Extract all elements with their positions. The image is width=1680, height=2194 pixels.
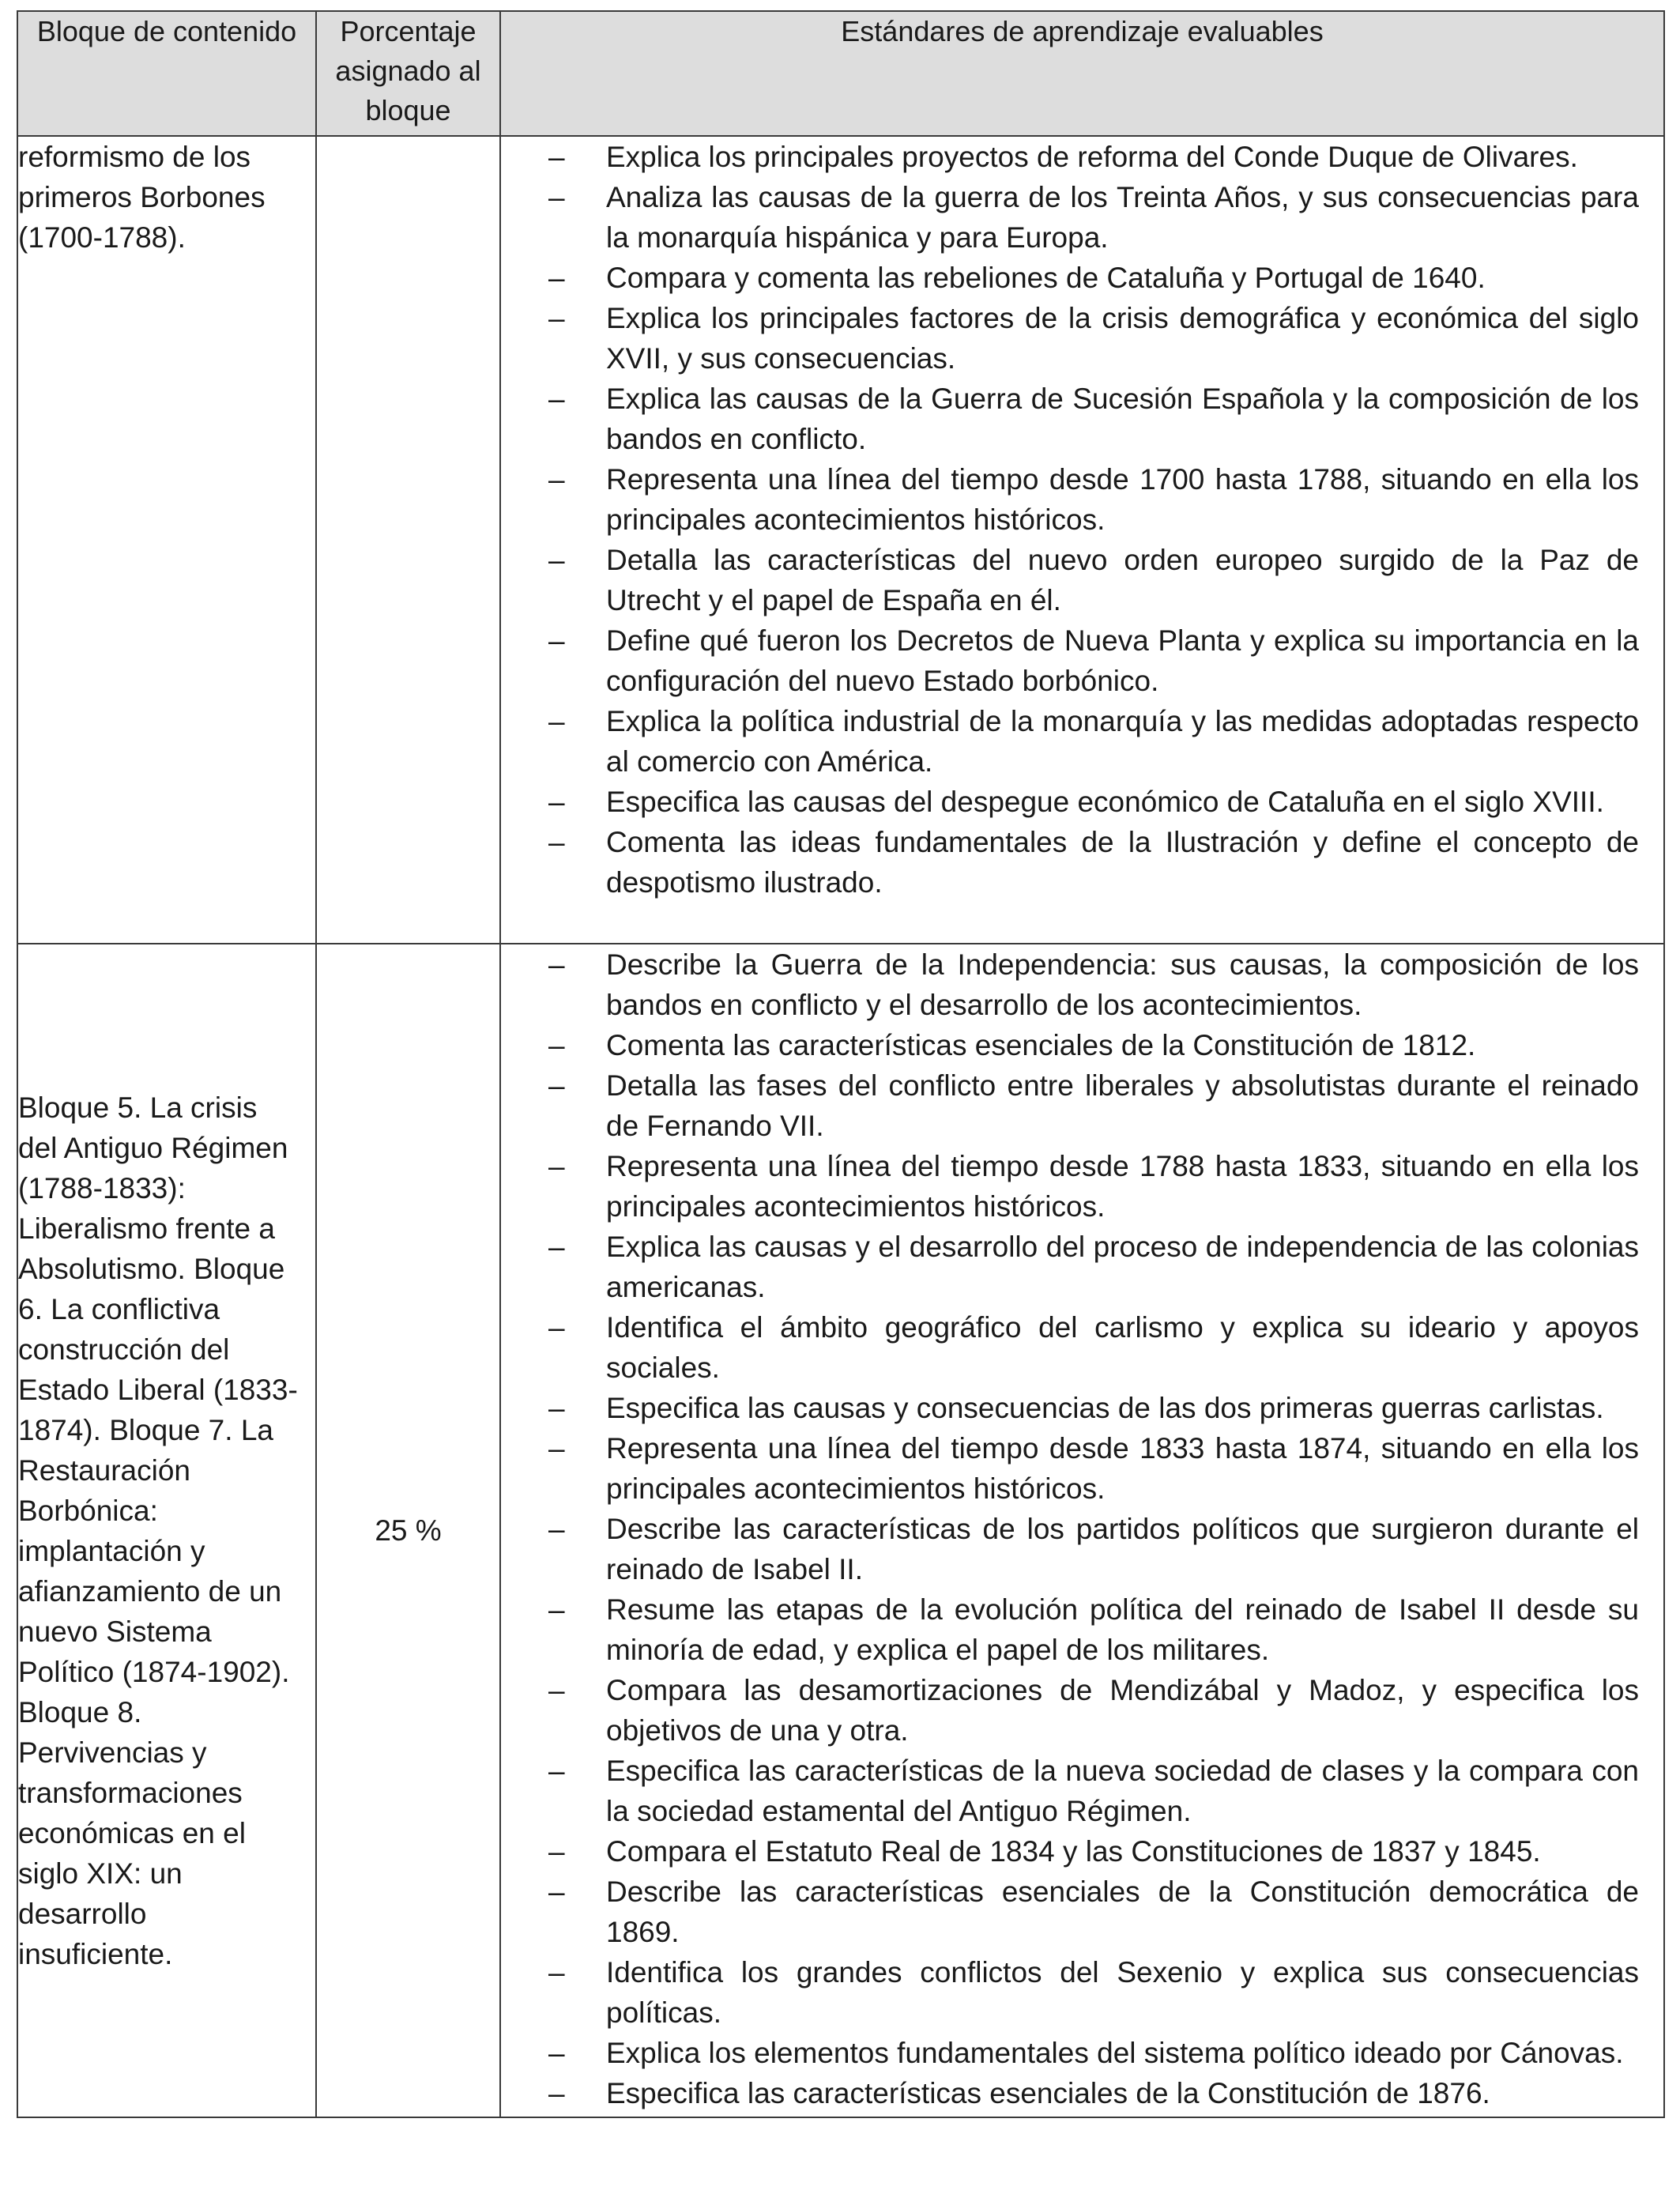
standard-text: Explica la política industrial de la monarquía y las medidas adoptadas respecto al comercio con América. xyxy=(606,705,1639,778)
block-cell xyxy=(17,136,316,944)
standard-item xyxy=(501,379,1639,459)
header-block xyxy=(17,11,316,136)
dash-bullet-icon: – xyxy=(548,705,565,737)
dash-bullet-icon: – xyxy=(548,948,565,981)
standard-item xyxy=(501,701,1639,782)
dash-bullet-icon: – xyxy=(548,1231,565,1263)
percentage-text: 25 % xyxy=(375,1514,442,1547)
standard-item xyxy=(501,1388,1639,1428)
standard-item xyxy=(501,1509,1639,1589)
standard-item xyxy=(501,1589,1639,1670)
standards-table xyxy=(17,10,1665,2118)
standard-item xyxy=(501,540,1639,620)
standard-text: Describe las características de los partidos políticos que surgieron durante el reinado de Isabel II. xyxy=(606,1513,1639,1585)
standard-text: Define qué fueron los Decretos de Nueva Planta y explica su importancia en la configuración del nuevo Estado borbónico. xyxy=(606,624,1639,697)
standard-item xyxy=(501,944,1639,1025)
standard-text: Compara las desamortizaciones de Mendizábal y Madoz, y especifica los objetivos de una y otra. xyxy=(606,1674,1639,1747)
dash-bullet-icon: – xyxy=(548,1755,565,1787)
dash-bullet-icon: – xyxy=(548,2037,565,2069)
dash-bullet-icon: – xyxy=(548,2077,565,2109)
table-row xyxy=(17,944,1664,2117)
standard-item xyxy=(501,1146,1639,1227)
dash-bullet-icon: – xyxy=(548,1674,565,1706)
standard-text: Explica los principales factores de la crisis demográfica y económica del siglo XVII, y sus consecuencias. xyxy=(606,302,1639,375)
standards-list xyxy=(501,944,1663,2117)
dash-bullet-icon: – xyxy=(548,262,565,294)
dash-bullet-icon: – xyxy=(548,463,565,496)
dash-bullet-icon: – xyxy=(548,826,565,858)
dash-bullet-icon: – xyxy=(548,1311,565,1344)
standard-text: Describe la Guerra de la Independencia: sus causas, la composición de los bandos en conflicto y el desarrollo de los acontecimientos. xyxy=(606,948,1639,1021)
dash-bullet-icon: – xyxy=(548,1432,565,1465)
standard-text: Representa una línea del tiempo desde 1833 hasta 1874, situando en ella los principales acontecimientos históricos. xyxy=(606,1432,1639,1505)
standard-item xyxy=(501,620,1639,701)
standard-text: Explica las causas y el desarrollo del proceso de independencia de las colonias americanas. xyxy=(606,1231,1639,1303)
percentage-cell xyxy=(316,136,500,944)
standard-item xyxy=(501,2033,1639,2073)
standard-item xyxy=(501,1952,1639,2033)
standard-text: Especifica las características esenciales de la Constitución de 1876. xyxy=(606,2077,1490,2109)
standard-text: Analiza las causas de la guerra de los Treinta Años, y sus consecuencias para la monarquía hispánica y para Europa. xyxy=(606,181,1639,254)
dash-bullet-icon: – xyxy=(548,1835,565,1868)
dash-bullet-icon: – xyxy=(548,1956,565,1989)
standard-text: Comenta las características esenciales de la Constitución de 1812. xyxy=(606,1029,1476,1061)
block-text: reformismo de los primeros Borbones (1700-1788). xyxy=(18,141,266,254)
standard-text: Especifica las características de la nueva sociedad de clases y la compara con la sociedad estamental del Antiguo Régimen. xyxy=(606,1755,1639,1827)
table-row xyxy=(17,136,1664,944)
dash-bullet-icon: – xyxy=(548,1029,565,1061)
header-percentage-label: Porcentaje asignado al bloque xyxy=(335,15,481,126)
standard-text: Representa una línea del tiempo desde 1788 hasta 1833, situando en ella los principales acontecimientos históricos. xyxy=(606,1150,1639,1223)
standard-item xyxy=(501,177,1639,258)
standard-text: Detalla las fases del conflicto entre liberales y absolutistas durante el reinado de Fernando VII. xyxy=(606,1069,1639,1142)
standard-text: Identifica los grandes conflictos del Sexenio y explica sus consecuencias políticas. xyxy=(606,1956,1639,2029)
standard-text: Explica los elementos fundamentales del sistema político ideado por Cánovas. xyxy=(606,2037,1624,2069)
standard-text: Representa una línea del tiempo desde 1700 hasta 1788, situando en ella los principales acontecimientos históricos. xyxy=(606,463,1639,536)
standard-item xyxy=(501,1025,1639,1065)
dash-bullet-icon: – xyxy=(548,302,565,334)
standard-text: Comenta las ideas fundamentales de la Ilustración y define el concepto de despotismo ilustrado. xyxy=(606,826,1639,899)
standard-text: Compara el Estatuto Real de 1834 y las Constituciones de 1837 y 1845. xyxy=(606,1835,1541,1868)
standard-item xyxy=(501,1307,1639,1388)
block-text: Bloque 5. La crisis del Antiguo Régimen (1788-1833): Liberalismo frente a Absolutismo. Bloque 6. La conflictiva construcción del Estado Liberal (1833-1874). Bloque 7. La Restauración Borbónica: implantación y afianzamiento de un nuevo Sistema Político (1874-1902). Bloque 8. Pervivencias y transformaciones económicas en el siglo XIX: un desarrollo insuficiente. xyxy=(18,1091,298,1970)
dash-bullet-icon: – xyxy=(548,624,565,657)
header-standards-label: Estándares de aprendizaje evaluables xyxy=(841,15,1324,47)
standard-text: Describe las características esenciales de la Constitución democrática de 1869. xyxy=(606,1875,1639,1948)
standard-item xyxy=(501,1831,1639,1872)
dash-bullet-icon: – xyxy=(548,786,565,818)
header-standards xyxy=(500,11,1664,136)
dash-bullet-icon: – xyxy=(548,141,565,173)
dash-bullet-icon: – xyxy=(548,1875,565,1908)
standard-text: Identifica el ámbito geográfico del carlismo y explica su ideario y apoyos sociales. xyxy=(606,1311,1639,1384)
standards-list xyxy=(501,137,1663,906)
standard-item xyxy=(501,822,1639,903)
standard-item xyxy=(501,459,1639,540)
dash-bullet-icon: – xyxy=(548,1150,565,1182)
standard-item xyxy=(501,1065,1639,1146)
standard-item xyxy=(501,1428,1639,1509)
standard-item xyxy=(501,258,1639,298)
standard-item xyxy=(501,782,1639,822)
standard-text: Explica las causas de la Guerra de Sucesión Española y la composición de los bandos en conflicto. xyxy=(606,383,1639,455)
dash-bullet-icon: – xyxy=(548,1069,565,1102)
block-cell xyxy=(17,944,316,2117)
standards-cell xyxy=(500,944,1664,2117)
standard-text: Especifica las causas y consecuencias de las dos primeras guerras carlistas. xyxy=(606,1392,1604,1424)
dash-bullet-icon: – xyxy=(548,1513,565,1545)
standard-item xyxy=(501,1670,1639,1751)
standard-item xyxy=(501,1872,1639,1952)
dash-bullet-icon: – xyxy=(548,1392,565,1424)
standard-item xyxy=(501,2073,1639,2113)
standard-item xyxy=(501,137,1639,177)
dash-bullet-icon: – xyxy=(548,1593,565,1626)
table-header-row xyxy=(17,11,1664,136)
standard-text: Detalla las características del nuevo orden europeo surgido de la Paz de Utrecht y el papel de España en él. xyxy=(606,544,1639,616)
standard-item xyxy=(501,298,1639,379)
standard-text: Explica los principales proyectos de reforma del Conde Duque de Olivares. xyxy=(606,141,1578,173)
header-block-label: Bloque de contenido xyxy=(36,15,297,47)
standards-cell xyxy=(500,136,1664,944)
standard-item xyxy=(501,1227,1639,1307)
standard-text: Resume las etapas de la evolución política del reinado de Isabel II desde su minoría de edad, y explica el papel de los militares. xyxy=(606,1593,1639,1666)
standard-text: Compara y comenta las rebeliones de Cataluña y Portugal de 1640. xyxy=(606,262,1486,294)
dash-bullet-icon: – xyxy=(548,383,565,415)
standard-text: Especifica las causas del despegue económico de Cataluña en el siglo XVIII. xyxy=(606,786,1604,818)
header-percentage xyxy=(316,11,500,136)
standard-item xyxy=(501,1751,1639,1831)
dash-bullet-icon: – xyxy=(548,544,565,576)
percentage-cell xyxy=(316,944,500,2117)
dash-bullet-icon: – xyxy=(548,181,565,213)
